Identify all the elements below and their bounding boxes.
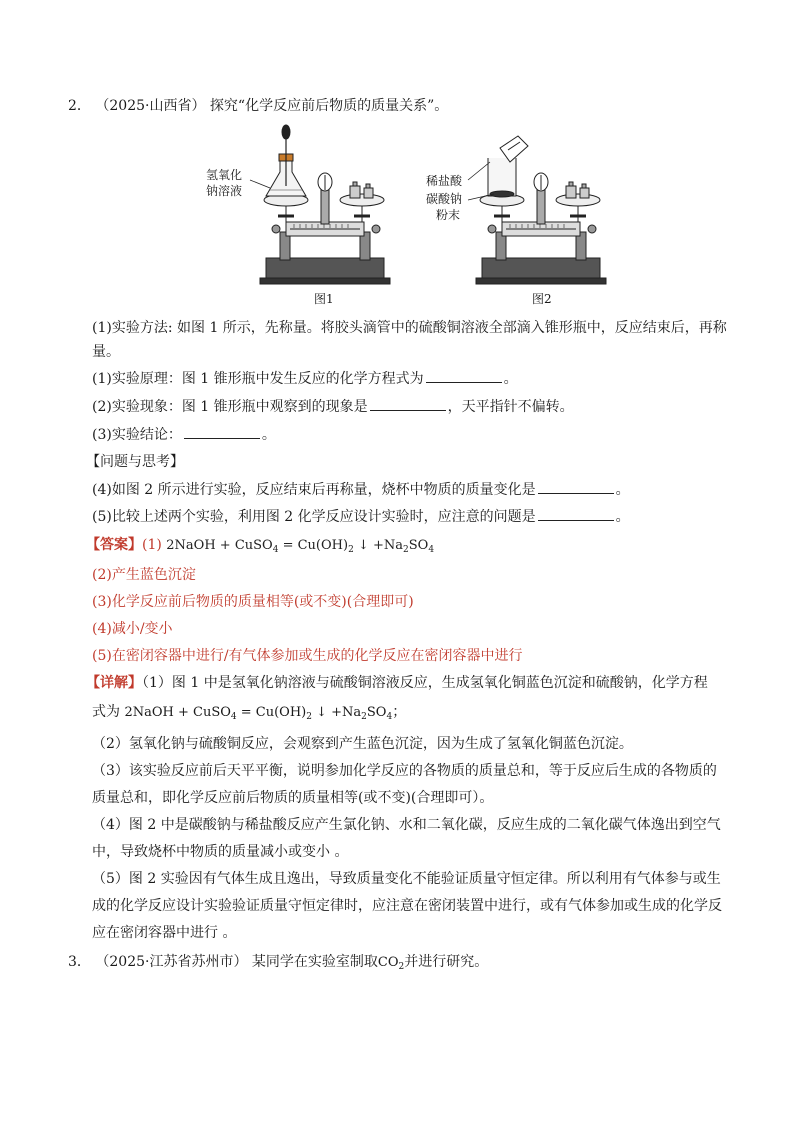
answer-blank [370,396,446,411]
co2-formula: $CO_2$ [377,955,405,972]
q4-text: (4)如图 2 所示进行实验，反应结束后再称量，烧杯中物质的质量变化是 [92,482,536,498]
fig2-caption: 图2 [532,292,552,306]
period: 。 [615,509,630,525]
fig1-solution-label-2: 钠溶液 [206,184,243,198]
q5-text: (5)比较上述两个实验，利用图 2 化学反应设计实验时，应注意的问题是 [92,509,536,525]
period: 。 [615,482,630,498]
detail-1-lead: 式为 [92,704,120,720]
fig2-powder-label-1: 碳酸钠 [426,192,463,206]
question-2-header [68,96,448,116]
answer-1-prefix: (1) [142,537,167,553]
fig1-caption: 图1 [314,292,334,306]
question-number: 3． [68,954,91,970]
question-text-a: 某同学在实验室制取 [251,954,378,970]
fig2-powder-label-2: 粉末 [436,208,461,222]
balance-1 [260,125,390,284]
detail-2-line: （2）氢氧化钠与硫酸铜反应，会观察到产生蓝色沉淀，因为生成了氢氧化铜蓝色沉淀。 [92,736,633,752]
fig1-pointer-line [250,180,270,188]
chemical-equation: 2NaOH + CuSO$_4$ = $Cu(OH)_2$ ↓ $+Na_2SO_4$ [166,538,435,555]
balance-illustration [190,120,620,310]
conclusion-text: (3)实验结论： [92,427,182,443]
detail-5-line-1: （5）图 2 实验因有气体生成且逸出，导致质量变化不能验证质量守恒定律。所以利用有气体参与或生 [92,871,721,887]
answer-3-line: (3)化学反应前后物质的质量相等(或不变)(合理即可) [92,594,414,610]
question-title: 探究“化学反应前后物质的质量关系”。 [209,98,449,114]
section-heading: 【问题与思考】 [86,454,184,470]
answer-tag: 【答案】 [86,537,142,553]
detail-tag: 【详解】 [86,675,142,691]
fig2-acid-label: 稀盐酸 [426,174,463,188]
detail-1-line-2 [92,702,406,727]
answer-blank [184,424,260,439]
answer-2-line: (2)产生蓝色沉淀 [92,567,196,583]
q4-line [92,479,630,500]
fig2-acid-pointer [468,162,490,180]
question-source: （2025·山西省） [95,98,206,114]
phenomenon-text: (2)实验现象：图 1 锥形瓶中观察到的现象是 [92,399,368,415]
answer-4-line: (4)减小/变小 [92,621,173,637]
q5-line [92,506,630,527]
principle-line [92,368,518,389]
principle-text: (1)实验原理：图 1 锥形瓶中发生反应的化学方程式为 [92,371,424,387]
fig1-solution-label-1: 氢氧化 [206,168,243,182]
detail-1-end: ； [392,704,407,720]
question-3-header [68,952,488,977]
detail-3-line-1: （3）该实验反应前后天平平衡，说明参加化学反应的各物质的质量总和，等于反应后生成的各物质的 [92,763,717,779]
answer-blank [538,479,614,494]
chemical-equation: 2NaOH + CuSO$_4$ = $Cu(OH)_2$ ↓ $+Na_2SO_4$ [124,705,393,722]
period: 。 [261,427,276,443]
period: 。 [503,371,518,387]
method-line-1: (1)实验方法: 如图 1 所示，先称量。将胶头滴管中的硫酸铜溶液全部滴入锥形瓶中，反应结束后，再称 [92,320,727,336]
detail-5-line-3: 应在密闭容器中进行 。 [92,925,237,941]
experiment-figure [190,120,620,310]
method-line-2: 量。 [92,344,120,360]
answer-blank [426,368,502,383]
balance-2 [476,136,606,284]
answer-1-line [86,535,434,560]
answer-5-line: (5)在密闭容器中进行/有气体参加或生成的化学反应在密闭容器中进行 [92,648,523,664]
question-text-b: 并进行研究。 [404,954,489,970]
detail-1-text: （1）图 1 中是氢氧化钠溶液与硫酸铜溶液反应，生成氢氧化铜蓝色沉淀和硫酸钠，化学方程 [142,675,708,691]
answer-blank [538,506,614,521]
detail-4-line-1: （4）图 2 中是碳酸钠与稀盐酸反应产生氯化钠、水和二氧化碳，反应生成的二氧化碳气体逸出到空气 [92,817,721,833]
detail-3-line-2: 质量总和，即化学反应前后物质的质量相等(或不变)(合理即可）。 [92,790,494,806]
detail-4-line-2: 中，导致烧杯中物质的质量减小或变小 。 [92,844,349,860]
detail-5-line-2: 成的化学反应设计实验验证质量守恒定律时，应注意在密闭装置中进行，或有气体参加或生成的化学反 [92,898,722,914]
detail-1-line-1 [86,673,708,693]
phenomenon-tail: ，天平指针不偏转。 [447,399,574,415]
conclusion-line [92,424,276,445]
phenomenon-line [92,396,574,417]
question-number: 2． [68,98,91,114]
question-source: （2025·江苏省苏州市） [95,954,248,970]
